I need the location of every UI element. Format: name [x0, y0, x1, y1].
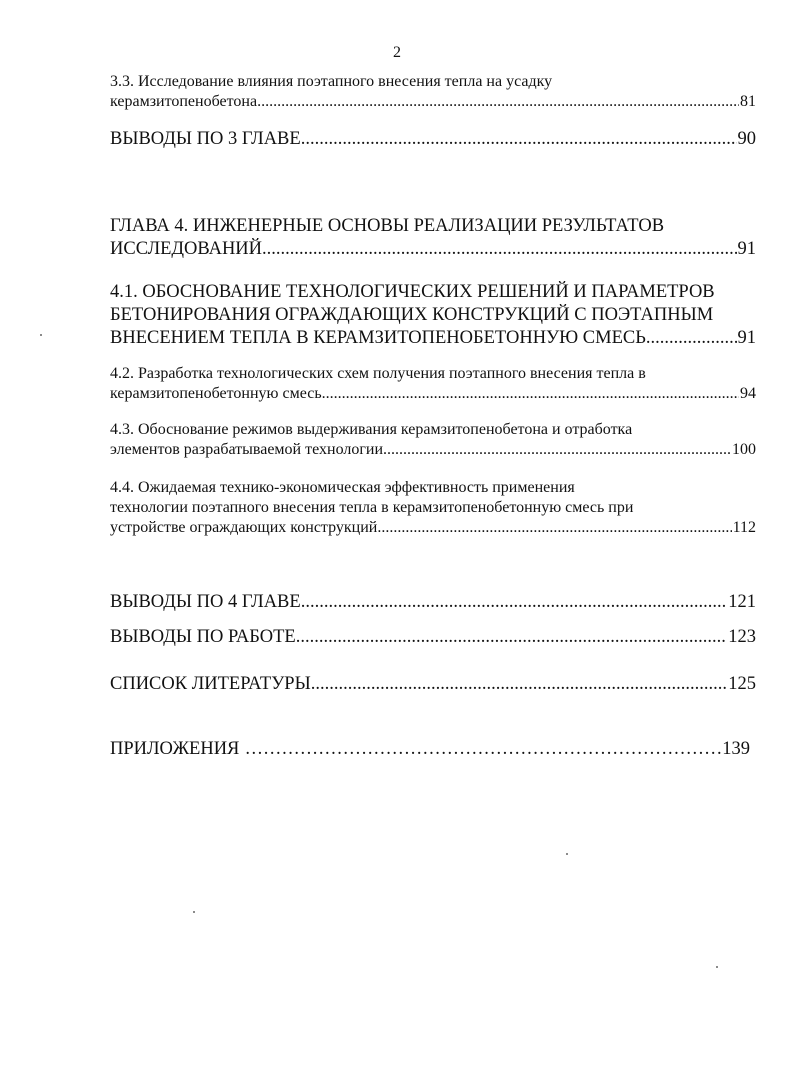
toc-entry-3-3[interactable] — [110, 72, 756, 112]
toc-page-number: 91 — [737, 328, 756, 348]
dot-leader — [301, 128, 737, 151]
toc-line: 4.1. ОБОСНОВАНИЕ ТЕХНОЛОГИЧЕСКИХ РЕШЕНИЙ И ПАРАМЕТРОВ — [110, 282, 715, 302]
scan-speck — [40, 334, 42, 336]
toc-page-number: 90 — [737, 129, 756, 149]
toc-line: ВЫВОДЫ ПО 3 ГЛАВЕ ..... 90 — [110, 128, 756, 151]
scan-speck — [566, 853, 568, 855]
toc-entry-conclusions-ch3[interactable] — [110, 128, 756, 151]
toc-page-number: 112 — [732, 519, 756, 536]
toc-entry-chapter-4[interactable] — [110, 215, 756, 261]
toc-page-number: 91 — [737, 239, 756, 259]
dot-leader — [262, 238, 736, 261]
toc-line: керамзитопенобетонную смесь ..... 94 — [110, 384, 756, 404]
toc-page-number: 123 — [728, 627, 756, 647]
dot-leader — [383, 440, 731, 460]
toc-page-number: 125 — [728, 674, 756, 694]
toc-entry-4-2[interactable] — [110, 364, 756, 404]
toc-line: ГЛАВА 4. ИНЖЕНЕРНЫЕ ОСНОВЫ РЕАЛИЗАЦИИ РЕЗУЛЬТАТОВ — [110, 216, 665, 236]
scan-speck — [716, 966, 718, 968]
toc-entry-4-4[interactable] — [110, 478, 756, 538]
toc-line: ИССЛЕДОВАНИЙ ..... 91 — [110, 238, 756, 261]
toc-line: БЕТОНИРОВАНИЯ ОГРАЖДАЮЩИХ КОНСТРУКЦИЙ С ПОЭТАПНЫМ — [110, 305, 714, 325]
toc-line: СПИСОК ЛИТЕРАТУРЫ ..... 125 — [110, 673, 756, 696]
toc-line: керамзитопенобетона ..... 81 — [110, 92, 756, 112]
dot-leader — [257, 92, 739, 112]
toc-line: устройстве ограждающих конструкций ..... 112 — [110, 518, 756, 538]
dot-leader — [646, 327, 737, 350]
toc-line: 4.4. Ожидаемая технико-экономическая эффективность применения — [110, 479, 575, 496]
toc-page-number: 94 — [740, 385, 756, 402]
dot-leader — [377, 518, 731, 538]
toc-line: 4.3. Обоснование режимов выдерживания керамзитопенобетона и отработка — [110, 421, 633, 438]
toc-entry-references[interactable] — [110, 673, 756, 696]
toc-entry-4-3[interactable] — [110, 420, 756, 460]
toc-entry-appendices[interactable] — [110, 738, 750, 761]
toc-line: ВЫВОДЫ ПО РАБОТЕ ..... 123 — [110, 626, 756, 649]
dot-leader — [301, 591, 728, 614]
scan-speck — [193, 911, 195, 913]
dot-leader — [245, 738, 721, 761]
toc-line: элементов разрабатываемой технологии ..... 100 — [110, 440, 756, 460]
toc-line: ВЫВОДЫ ПО 4 ГЛАВЕ ..... 121 — [110, 591, 756, 614]
toc-line: ПРИЛОЖЕНИЯ ..... 139 — [110, 738, 750, 761]
toc-page-number: 100 — [732, 441, 756, 458]
toc-entry-4-1[interactable] — [110, 281, 756, 350]
dot-leader — [311, 673, 728, 696]
toc-page-number: 139 — [722, 739, 750, 759]
toc-line: технологии поэтапного внесения тепла в керамзитопенобетонную смесь при — [110, 499, 634, 516]
toc-entry-conclusions-work[interactable] — [110, 626, 756, 649]
toc-page-number: 121 — [728, 592, 756, 612]
toc-page-number: 81 — [740, 93, 756, 110]
toc-line: 3.3. Исследование влияния поэтапного внесения тепла на усадку — [110, 73, 553, 90]
dot-leader — [296, 626, 728, 649]
toc-line: ВНЕСЕНИЕМ ТЕПЛА В КЕРАМЗИТОПЕНОБЕТОННУЮ СМЕСЬ ..... 91 — [110, 327, 756, 350]
toc-entry-conclusions-ch4[interactable] — [110, 591, 756, 614]
toc-line: 4.2. Разработка технологических схем получения поэтапного внесения тепла в — [110, 365, 646, 382]
page-number: 2 — [393, 44, 401, 61]
dot-leader — [322, 384, 739, 404]
